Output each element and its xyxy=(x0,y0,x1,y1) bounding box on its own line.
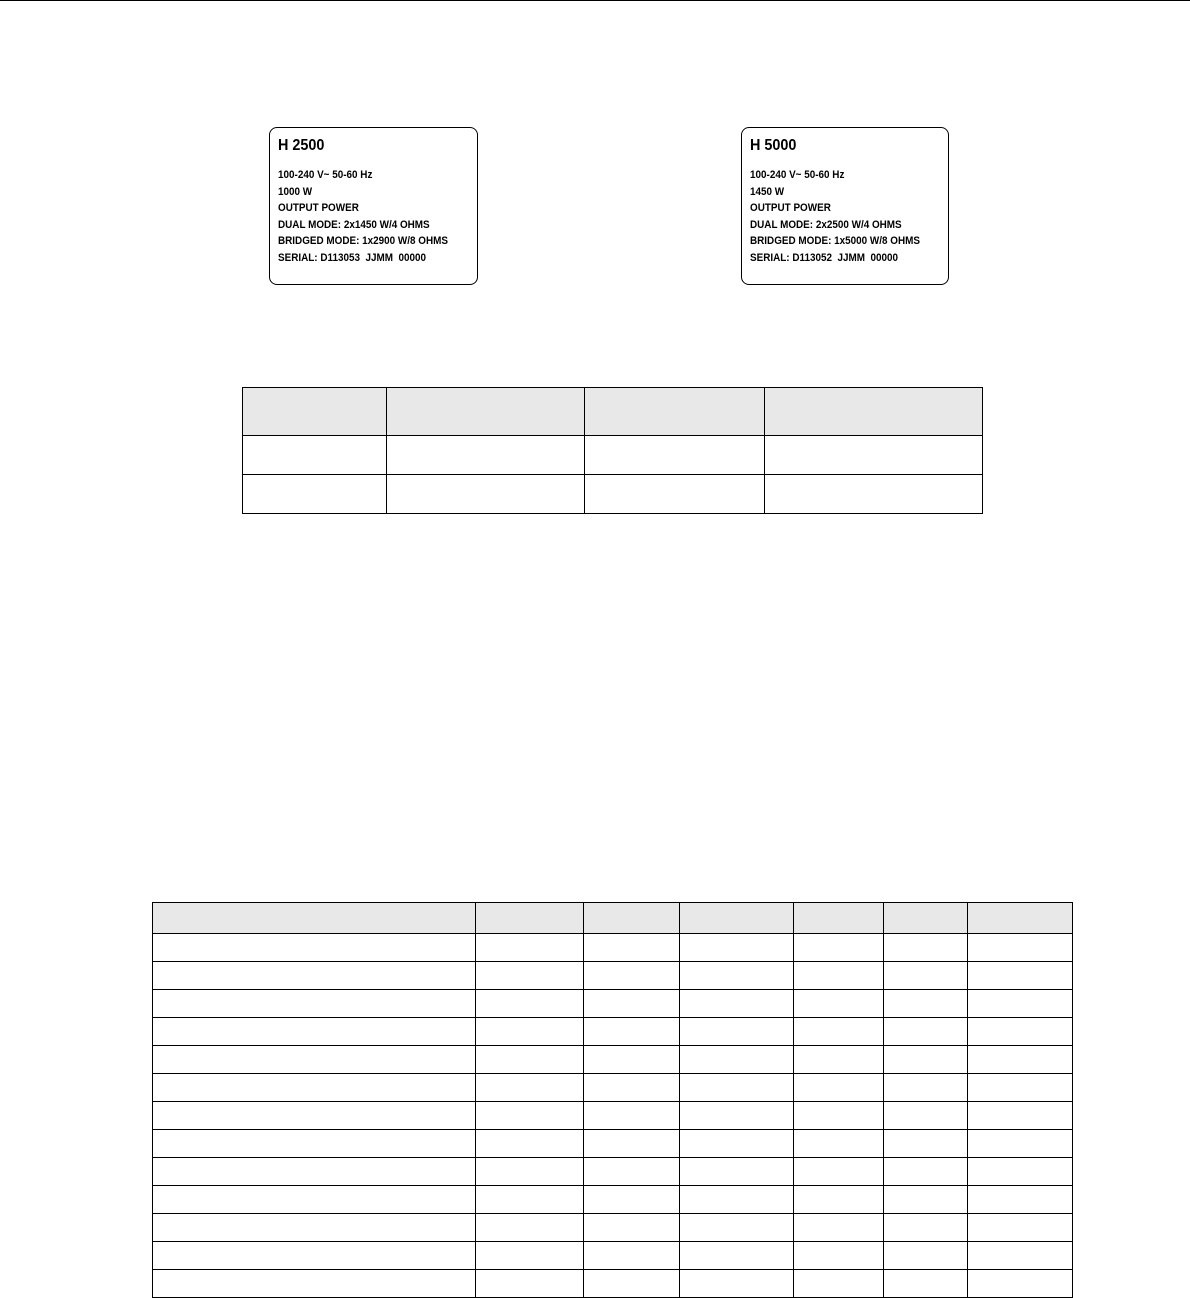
parts-row xyxy=(153,1046,1073,1074)
parts-row xyxy=(153,1130,1073,1158)
parts-cell xyxy=(884,1018,968,1046)
label-power-line: 1450 W xyxy=(750,185,785,198)
label-model-name: H 2500 xyxy=(278,137,325,154)
parts-cell xyxy=(153,1186,476,1214)
parts-row xyxy=(153,1158,1073,1186)
parts-cell xyxy=(153,1018,476,1046)
label-voltage-line: 100-240 V~ 50-60 Hz xyxy=(278,169,373,181)
parts-cell xyxy=(968,1046,1073,1074)
parts-cell xyxy=(476,1046,584,1074)
label-output-heading: OUTPUT POWER xyxy=(750,202,831,215)
label-serial-line: SERIAL: D113052 JJMM 00000 xyxy=(750,251,899,264)
parts-cell xyxy=(680,962,794,990)
parts-cell xyxy=(476,962,584,990)
parts-cell xyxy=(680,1186,794,1214)
parts-row xyxy=(153,1270,1073,1298)
parts-cell xyxy=(584,1186,680,1214)
parts-cell xyxy=(476,1270,584,1298)
parts-row xyxy=(153,934,1073,962)
parts-cell xyxy=(680,990,794,1018)
label-model-name: H 5000 xyxy=(750,137,797,154)
parts-cell xyxy=(680,1046,794,1074)
spec-header-cell xyxy=(585,388,765,436)
parts-cell xyxy=(680,1102,794,1130)
parts-cell xyxy=(680,1214,794,1242)
parts-cell xyxy=(153,1270,476,1298)
label-bridged-mode-line: BRIDGED MODE: 1x2900 W/8 OHMS xyxy=(278,235,448,248)
label-serial-line: SERIAL: D113053 JJMM 00000 xyxy=(278,251,427,264)
label-power-line: 1000 W xyxy=(278,185,313,198)
parts-cell xyxy=(476,1186,584,1214)
parts-cell xyxy=(153,990,476,1018)
parts-cell xyxy=(476,1018,584,1046)
parts-cell xyxy=(968,1102,1073,1130)
parts-cell xyxy=(794,1130,884,1158)
parts-header-cell xyxy=(584,903,680,934)
parts-cell xyxy=(968,1214,1073,1242)
parts-header-cell xyxy=(680,903,794,934)
parts-cell xyxy=(584,1018,680,1046)
parts-cell xyxy=(968,1186,1073,1214)
parts-cell xyxy=(968,990,1073,1018)
spec-cell xyxy=(243,475,387,514)
parts-cell xyxy=(884,1046,968,1074)
parts-cell xyxy=(476,1102,584,1130)
parts-cell xyxy=(153,1242,476,1270)
parts-cell xyxy=(584,1158,680,1186)
parts-header-cell xyxy=(884,903,968,934)
parts-cell xyxy=(884,1242,968,1270)
parts-cell xyxy=(968,1018,1073,1046)
parts-cell xyxy=(476,1214,584,1242)
parts-cell xyxy=(584,1214,680,1242)
spec-cell xyxy=(387,436,585,475)
parts-cell xyxy=(884,1186,968,1214)
parts-table-body xyxy=(153,934,1073,1298)
parts-row xyxy=(153,990,1073,1018)
parts-cell xyxy=(884,1270,968,1298)
parts-row xyxy=(153,1242,1073,1270)
parts-header-cell xyxy=(968,903,1073,934)
parts-row xyxy=(153,1186,1073,1214)
parts-cell xyxy=(153,1130,476,1158)
parts-cell xyxy=(794,1102,884,1130)
parts-cell xyxy=(584,1046,680,1074)
parts-cell xyxy=(680,1270,794,1298)
parts-cell xyxy=(476,1074,584,1102)
rating-label-h2500 xyxy=(269,127,478,285)
parts-cell xyxy=(584,1074,680,1102)
parts-cell xyxy=(584,1242,680,1270)
parts-row xyxy=(153,1214,1073,1242)
parts-cell xyxy=(153,1158,476,1186)
parts-cell xyxy=(153,1214,476,1242)
parts-cell xyxy=(794,962,884,990)
parts-cell xyxy=(584,962,680,990)
parts-header-cell xyxy=(476,903,584,934)
parts-cell xyxy=(153,1046,476,1074)
page-top-rule xyxy=(0,0,1190,1)
parts-cell xyxy=(794,1242,884,1270)
spec-cell xyxy=(243,436,387,475)
parts-cell xyxy=(476,1130,584,1158)
spec-cell xyxy=(387,475,585,514)
parts-table xyxy=(152,902,1073,1298)
spec-header-cell xyxy=(387,388,585,436)
parts-cell xyxy=(476,934,584,962)
parts-cell xyxy=(968,1130,1073,1158)
parts-cell xyxy=(153,1102,476,1130)
parts-cell xyxy=(153,1074,476,1102)
parts-cell xyxy=(680,1074,794,1102)
rating-label-h5000 xyxy=(741,127,949,285)
parts-cell xyxy=(794,990,884,1018)
parts-cell xyxy=(884,934,968,962)
spec-row xyxy=(243,475,983,514)
parts-cell xyxy=(794,1270,884,1298)
parts-cell xyxy=(584,990,680,1018)
parts-cell xyxy=(584,1130,680,1158)
parts-header-row xyxy=(153,903,1073,934)
parts-header-cell xyxy=(794,903,884,934)
parts-cell xyxy=(680,1018,794,1046)
parts-cell xyxy=(584,1102,680,1130)
spec-header-cell xyxy=(243,388,387,436)
parts-cell xyxy=(884,990,968,1018)
parts-cell xyxy=(968,1158,1073,1186)
spec-table xyxy=(242,387,983,514)
spec-cell xyxy=(585,436,765,475)
parts-cell xyxy=(968,1074,1073,1102)
parts-cell xyxy=(794,1046,884,1074)
parts-cell xyxy=(884,1214,968,1242)
parts-cell xyxy=(476,1242,584,1270)
parts-cell xyxy=(476,990,584,1018)
spec-row xyxy=(243,436,983,475)
parts-cell xyxy=(968,934,1073,962)
spec-header-row xyxy=(243,388,983,436)
label-dual-mode-line: DUAL MODE: 2x1450 W/4 OHMS xyxy=(278,218,430,231)
parts-row xyxy=(153,1018,1073,1046)
parts-cell xyxy=(680,1130,794,1158)
label-dual-mode-line: DUAL MODE: 2x2500 W/4 OHMS xyxy=(750,218,902,231)
label-voltage-line: 100-240 V~ 50-60 Hz xyxy=(750,169,845,181)
parts-cell xyxy=(680,934,794,962)
spec-cell xyxy=(765,436,983,475)
parts-cell xyxy=(794,1018,884,1046)
parts-cell xyxy=(680,1242,794,1270)
parts-cell xyxy=(884,1130,968,1158)
parts-cell xyxy=(153,962,476,990)
parts-cell xyxy=(794,1158,884,1186)
spec-cell xyxy=(585,475,765,514)
parts-row xyxy=(153,962,1073,990)
parts-cell xyxy=(153,934,476,962)
spec-table-body xyxy=(243,436,983,514)
parts-cell xyxy=(794,1074,884,1102)
parts-cell xyxy=(476,1158,584,1186)
parts-row xyxy=(153,1102,1073,1130)
parts-cell xyxy=(794,934,884,962)
parts-cell xyxy=(968,1242,1073,1270)
parts-row xyxy=(153,1074,1073,1102)
parts-cell xyxy=(968,962,1073,990)
spec-header-cell xyxy=(765,388,983,436)
parts-cell xyxy=(884,1158,968,1186)
parts-cell xyxy=(584,934,680,962)
parts-cell xyxy=(794,1214,884,1242)
spec-cell xyxy=(765,475,983,514)
label-bridged-mode-line: BRIDGED MODE: 1x5000 W/8 OHMS xyxy=(750,235,920,248)
parts-cell xyxy=(968,1270,1073,1298)
parts-cell xyxy=(884,1102,968,1130)
label-output-heading: OUTPUT POWER xyxy=(278,202,359,215)
parts-cell xyxy=(884,1074,968,1102)
parts-cell xyxy=(680,1158,794,1186)
parts-cell xyxy=(794,1186,884,1214)
parts-header-cell xyxy=(153,903,476,934)
parts-cell xyxy=(884,962,968,990)
parts-cell xyxy=(584,1270,680,1298)
